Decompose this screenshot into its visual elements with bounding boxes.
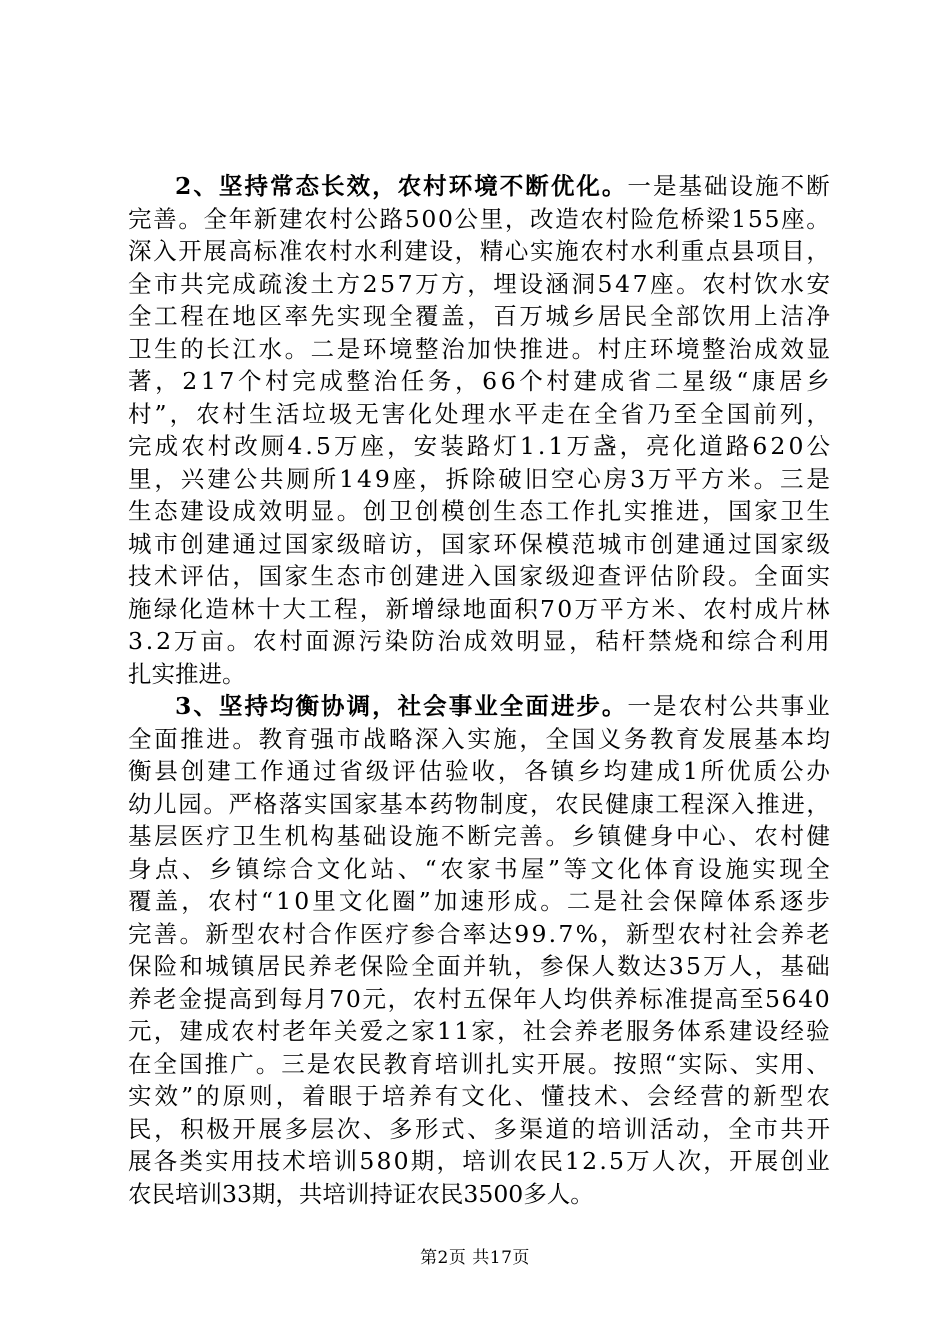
text-line: 完 善 。 新 型 农 村 合 作 医 疗 参 合 率 达 9 9 . 7 % ， 新 型 农 村 社 会 养 老: [128, 919, 830, 948]
text-line: 养 老 金 提 高 到 每 月 7 0 元 ， 农 村 五 保 年 人 均 供 养 标 准 提 高 至 5 6 4 0: [128, 984, 830, 1013]
text-line: 民 ， 积 极 开 展 多 层 次 、 多 形 式 、 多 渠 道 的 培 训 活 动 ， 全 市 共 开: [128, 1114, 830, 1143]
text-line: 实 效 ” 的 原 则 ， 着 眼 于 培 养 有 文 化 、 懂 技 术 、 会 经 营 的 新 型 农: [128, 1082, 830, 1110]
document-body: [128, 170, 830, 1210]
text-line: 卫 生 的 长 江 水 。 二 是 环 境 整 治 加 快 推 进 。 村 庄 环 境 整 治 成 效 显: [128, 334, 830, 363]
text-line: 保 险 和 城 镇 居 民 养 老 保 险 全 面 并 轨 ， 参 保 人 数 达 3 5 万 人 ， 基 础: [128, 952, 830, 980]
text-line: 生 态 建 设 成 效 明 显 。 创 卫 创 模 创 生 态 工 作 扎 实 推 进 ， 国 家 卫 生: [128, 497, 830, 525]
text-line: 全 市 共 完 成 疏 浚 土 方 2 5 7 万 方 ， 埋 设 涵 洞 5 4 7 座 。 农 村 饮 水 安: [128, 269, 830, 298]
text-line: 里 ， 兴 建 公 共 厕 所 1 4 9 座 ， 拆 除 破 旧 空 心 房 3 万 平 方 米 。 三 是: [128, 464, 830, 493]
text-line: 展 各 类 实 用 技 术 培 训 5 8 0 期 ， 培 训 农 民 1 2 . 5 万 人 次 ， 开 展 创 业: [128, 1147, 830, 1175]
text-line: 村 ” ， 农 村 生 活 垃 圾 无 害 化 处 理 水 平 走 在 全 省 乃 至 全 国 前 列 ，: [128, 399, 830, 428]
text-line: 2 、 坚 持 常 态 长 效 ， 农 村 环 境 不 断 优 化 。 一 是 基 础 设 施 不 断: [175, 172, 830, 200]
text-line: 覆 盖 ， 农 村 “ 1 0 里 文 化 圈 ” 加 速 形 成 。 二 是 社 会 保 障 体 系 逐 步: [128, 887, 830, 915]
text-line: 全 面 推 进 。 教 育 强 市 战 略 深 入 实 施 ， 全 国 义 务 教 育 发 展 基 本 均: [128, 724, 830, 753]
paragraph: [128, 690, 830, 1210]
text-line: 幼 儿 园 。 严 格 落 实 国 家 基 本 药 物 制 度 ， 农 民 健 康 工 程 深 入 推 进 ，: [128, 789, 830, 818]
text-line: 技 术 评 估 ， 国 家 生 态 市 创 建 进 入 国 家 级 迎 查 评 估 阶 段 。 全 面 实: [128, 562, 830, 590]
text-line: 3 、 坚 持 均 衡 协 调 ， 社 会 事 业 全 面 进 步 。 一 是 农 村 公 共 事 业: [175, 692, 830, 720]
text-line: 在 全 国 推 广 。 三 是 农 民 教 育 培 训 扎 实 开 展 。 按 照 “ 实 际 、 实 用 、: [128, 1049, 830, 1078]
text-line: 深 入 开 展 高 标 准 农 村 水 利 建 设 ， 精 心 实 施 农 村 水 利 重 点 县 项 目 ，: [128, 237, 830, 265]
text-line: 施 绿 化 造 林 十 大 工 程 ， 新 增 绿 地 面 积 7 0 万 平 方 米 、 农 村 成 片 林: [128, 594, 830, 623]
text-line: 3 . 2 万 亩 。 农 村 面 源 污 染 防 治 成 效 明 显 ， 秸 杆 禁 烧 和 综 合 利 用: [128, 627, 830, 655]
text-line: 农 民 培 训 3 3 期 ， 共 培 训 持 证 农 民 3 5 0 0 多 人 。: [128, 1179, 594, 1208]
text-line: 身 点 、 乡 镇 综 合 文 化 站 、 “ 农 家 书 屋 ” 等 文 化 体 育 设 施 实 现 全: [128, 854, 830, 883]
page-footer: 第2页 共17页: [420, 1248, 530, 1268]
text-line: 基 层 医 疗 卫 生 机 构 基 础 设 施 不 断 完 善 。 乡 镇 健 身 中 心 、 农 村 健: [128, 822, 830, 850]
text-line: 衡 县 创 建 工 作 通 过 省 级 评 估 验 收 ， 各 镇 乡 均 建 成 1 所 优 质 公 办: [128, 757, 830, 785]
paragraph: [128, 170, 830, 690]
text-line: 城 市 创 建 通 过 国 家 级 暗 访 ， 国 家 环 保 模 范 城 市 创 建 通 过 国 家 级: [128, 529, 830, 558]
text-line: 完 成 农 村 改 厕 4 . 5 万 座 ， 安 装 路 灯 1 . 1 万 盏 ， 亮 化 道 路 6 2 0 公: [128, 432, 830, 460]
text-line: 扎 实 推 进 。: [128, 659, 246, 688]
text-line: 完 善 。 全 年 新 建 农 村 公 路 5 0 0 公 里 ， 改 造 农 村 险 危 桥 梁 1 5 5 座 。: [128, 204, 830, 233]
text-line: 元 ， 建 成 农 村 老 年 关 爱 之 家 1 1 家 ， 社 会 养 老 服 务 体 系 建 设 经 验: [128, 1017, 830, 1045]
text-line: 全 工 程 在 地 区 率 先 实 现 全 覆 盖 ， 百 万 城 乡 居 民 全 部 饮 用 上 洁 净: [128, 302, 830, 330]
text-line: 著 ， 2 1 7 个 村 完 成 整 治 任 务 ， 6 6 个 村 建 成 省 二 星 级 “ 康 居 乡: [128, 367, 830, 395]
